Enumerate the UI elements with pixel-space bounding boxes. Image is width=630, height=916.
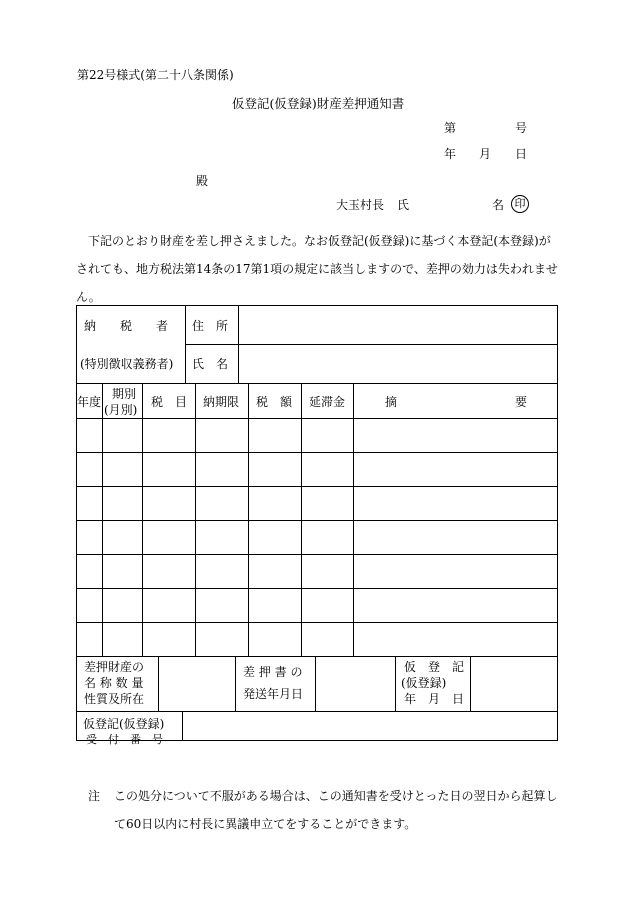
date-month: 月: [479, 147, 492, 161]
rule: [238, 305, 239, 383]
issuer-title: 大玉村長: [336, 198, 385, 212]
rule: [185, 344, 558, 345]
rule: [301, 383, 302, 656]
rule: [185, 305, 186, 383]
notice-date-label-1: 差 押 書 の: [243, 665, 303, 679]
name-label: 氏 名: [192, 357, 229, 371]
col-entaikin: 延滞金: [309, 395, 346, 409]
col-nendo: 年度: [77, 395, 102, 409]
rule: [76, 554, 558, 555]
rule: [76, 383, 558, 384]
karitouki-label-3: 年 月 日: [404, 692, 465, 706]
date-day: 日: [515, 147, 528, 161]
col-nouki: 納期限: [203, 395, 240, 409]
rule: [142, 383, 143, 656]
receipt-label-2: 受 付 番 号: [86, 733, 163, 746]
note-label: 注: [88, 789, 101, 803]
recipient-suffix: 殿: [196, 174, 209, 188]
taxpayer-label: 納 税 者: [84, 319, 169, 333]
form-number: 第22号様式(第二十八条関係): [77, 68, 234, 82]
rule: [248, 383, 249, 656]
seal-icon: 印: [511, 195, 529, 213]
rule: [470, 656, 471, 711]
karitouki-label-1: 仮 登 記: [404, 660, 465, 674]
rule: [76, 711, 558, 712]
property-label-2: 名 称 数 量: [84, 676, 144, 690]
rule: [76, 486, 558, 487]
col-kibetsu-sub: (月別): [104, 403, 138, 417]
rule: [76, 418, 558, 419]
issuer-shi: 氏: [397, 198, 410, 212]
page-title: 仮登記(仮登録)財産差押通知書: [232, 96, 405, 111]
date-year: 年: [444, 147, 457, 161]
taxpayer-sub-label: (特別徴収義務者): [80, 357, 174, 371]
property-label-3: 性質及所在: [84, 692, 145, 706]
notice-body-text: 下記のとおり財産を差し押さえました。なお仮登記(仮登録)に基づく本登記(本登録)がされても、地方税法第14条の17第1項の規定に該当しますので、差押の効力は失われません。: [76, 234, 558, 304]
karitouki-label-2: (仮登録): [401, 676, 447, 690]
rule: [395, 656, 396, 711]
rule: [182, 711, 183, 741]
notice-date-label-2: 発送年月日: [243, 687, 304, 701]
note: [88, 782, 560, 838]
col-tekiyo-2: 要: [515, 395, 528, 409]
doc-number-dai: 第: [444, 121, 457, 135]
rule: [76, 588, 558, 589]
rule: [102, 383, 103, 656]
rule: [76, 656, 558, 657]
rule: [76, 622, 558, 623]
rule: [76, 520, 558, 521]
rule: [76, 452, 558, 453]
rule: [315, 656, 316, 711]
rule: [353, 383, 354, 656]
receipt-label-1: 仮登記(仮登録): [83, 717, 165, 731]
rule: [158, 656, 159, 711]
col-kibetsu: 期別: [112, 387, 137, 401]
col-zeimoku: 税 目: [151, 395, 188, 409]
rule: [235, 656, 236, 711]
address-label: 住 所: [192, 319, 229, 333]
rule: [195, 383, 196, 656]
doc-number-go: 号: [515, 121, 528, 135]
col-zeigaku: 税 額: [256, 395, 293, 409]
note-text: この処分について不服がある場合は、この通知書を受けとった日の翌日から起算して60日以内に村長に異議申立てをすることができます。: [114, 789, 558, 831]
notice-body: [76, 227, 558, 311]
col-tekiyo-1: 摘: [385, 395, 398, 409]
issuer-na: 名: [492, 198, 505, 212]
property-label-1: 差押財産の: [84, 660, 145, 674]
